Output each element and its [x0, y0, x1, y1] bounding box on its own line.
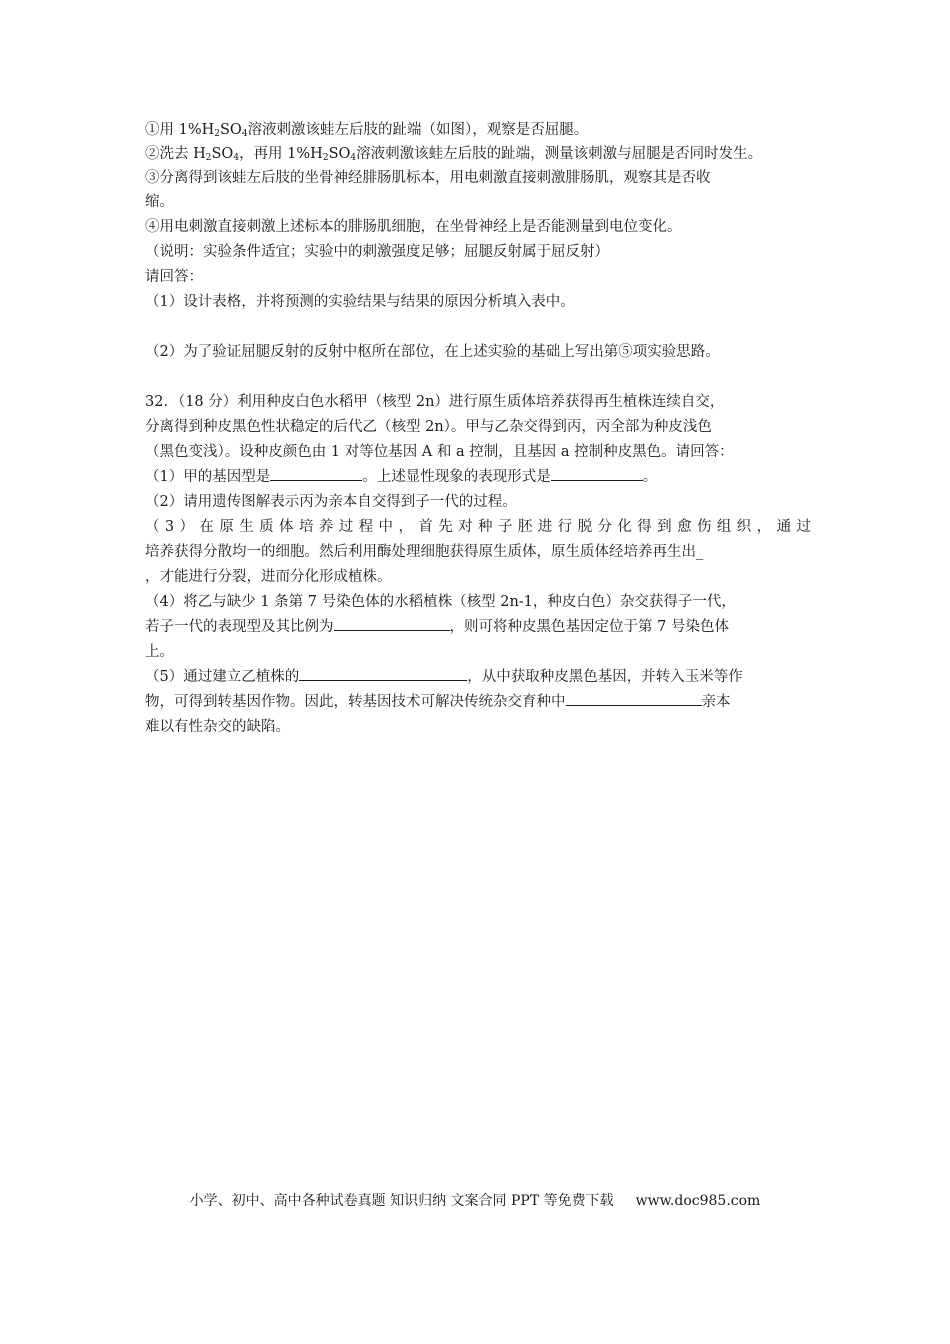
step-3-line-1: ③分离得到该蛙左后肢的坐骨神经腓肠肌标本，用电刺激直接刺激腓肠肌，观察其是否收 [145, 170, 711, 186]
experiment-note: （说明：实验条件适宜；实验中的刺激强度足够；屈腿反射属于屈反射） [145, 244, 609, 260]
question-31-1: （1）设计表格，并将预测的实验结果与结果的原因分析填入表中。 [145, 294, 575, 310]
answer-prompt: 请回答： [145, 269, 203, 285]
question-32-3-line-2: 培养获得分散均一的细胞。然后利用酶处理细胞获得原生质体，原生质体经培养再生出_ [145, 544, 704, 560]
answer-blank-gene-library [299, 666, 467, 681]
question-32-intro-line-1: 32．（18 分）利用种皮白色水稻甲（核型 2n）进行原生质体培养获得再生植株连续自交， [145, 394, 725, 410]
question-32-5-line-3: 难以有性杂交的缺陷。 [145, 719, 290, 735]
page-footer [0, 1190, 950, 1210]
answer-blank-dominance [551, 466, 643, 481]
step-1: ①用 $1\%H_2SO_4$溶液刺激该蛙左后肢的趾端（如图），观察是否屈腿。 [145, 122, 589, 139]
question-32-intro-line-2: 分离得到种皮黑色性状稳定的后代乙（核型 2n）。甲与乙杂交得到丙，丙全部为种皮浅色 [145, 419, 712, 435]
question-32-4-line-2: 若子一代的表现型及其比例为 ，则可将种皮黑色基因定位于第 7 号染色体 [145, 615, 729, 639]
question-32-5-line-2: 物，可得到转基因作物。因此，转基因技术可解决传统杂交育种中 亲本 [145, 690, 731, 714]
question-32-2: （2）请用遗传图解表示丙为亲本自交得到子一代的过程。 [145, 494, 517, 510]
step-4: ④用电刺激直接刺激上述标本的腓肠肌细胞，在坐骨神经上是否能测量到电位变化。 [145, 219, 682, 235]
question-31-2: （2）为了验证屈腿反射的反射中枢所在部位，在上述实验的基础上写出第⑤项实验思路。 [145, 344, 720, 360]
question-32-3-line-1: （3）在原生质体培养过程中，首先对种子胚进行脱分化得到愈伤组织，通过 [145, 519, 811, 535]
answer-blank-parent-type [566, 691, 702, 706]
answer-blank-phenotype-ratio [334, 616, 450, 631]
question-32-intro-line-3: （黑色变浅）。设种皮颜色由 1 对等位基因 A 和 a 控制，且基因 a 控制种皮黑色。请回答： [145, 444, 734, 460]
question-32-4-line-1: （4）将乙与缺少 1 条第 7 号染色体的水稻植株（核型 2n-1，种皮白色）杂交获得子一代， [145, 594, 736, 610]
question-32-1: （1）甲的基因型是 。上述显性现象的表现形式是 。 [145, 465, 657, 489]
step-2: ②洗去 $H_2SO_4$，再用 $1\%H_2SO_4$溶液刺激该蛙左后肢的趾端，测量该刺激与屈腿是否同时发生。 [145, 146, 763, 163]
question-32-5-line-1: （5）通过建立乙植株的 ，从中获取种皮黑色基因，并转入玉米等作 [145, 665, 743, 689]
question-32-3-line-3: ，才能进行分裂，进而分化形成植株。 [145, 569, 392, 585]
footer-text: 小学、初中、高中各种试卷真题 知识归纳 文案合同 PPT 等免费下载 [189, 1193, 614, 1209]
question-32-4-line-3: 上。 [145, 644, 174, 660]
answer-blank-genotype [270, 466, 362, 481]
footer-url[interactable]: www.doc985.com [635, 1193, 761, 1209]
step-3-line-2: 缩。 [145, 194, 174, 210]
